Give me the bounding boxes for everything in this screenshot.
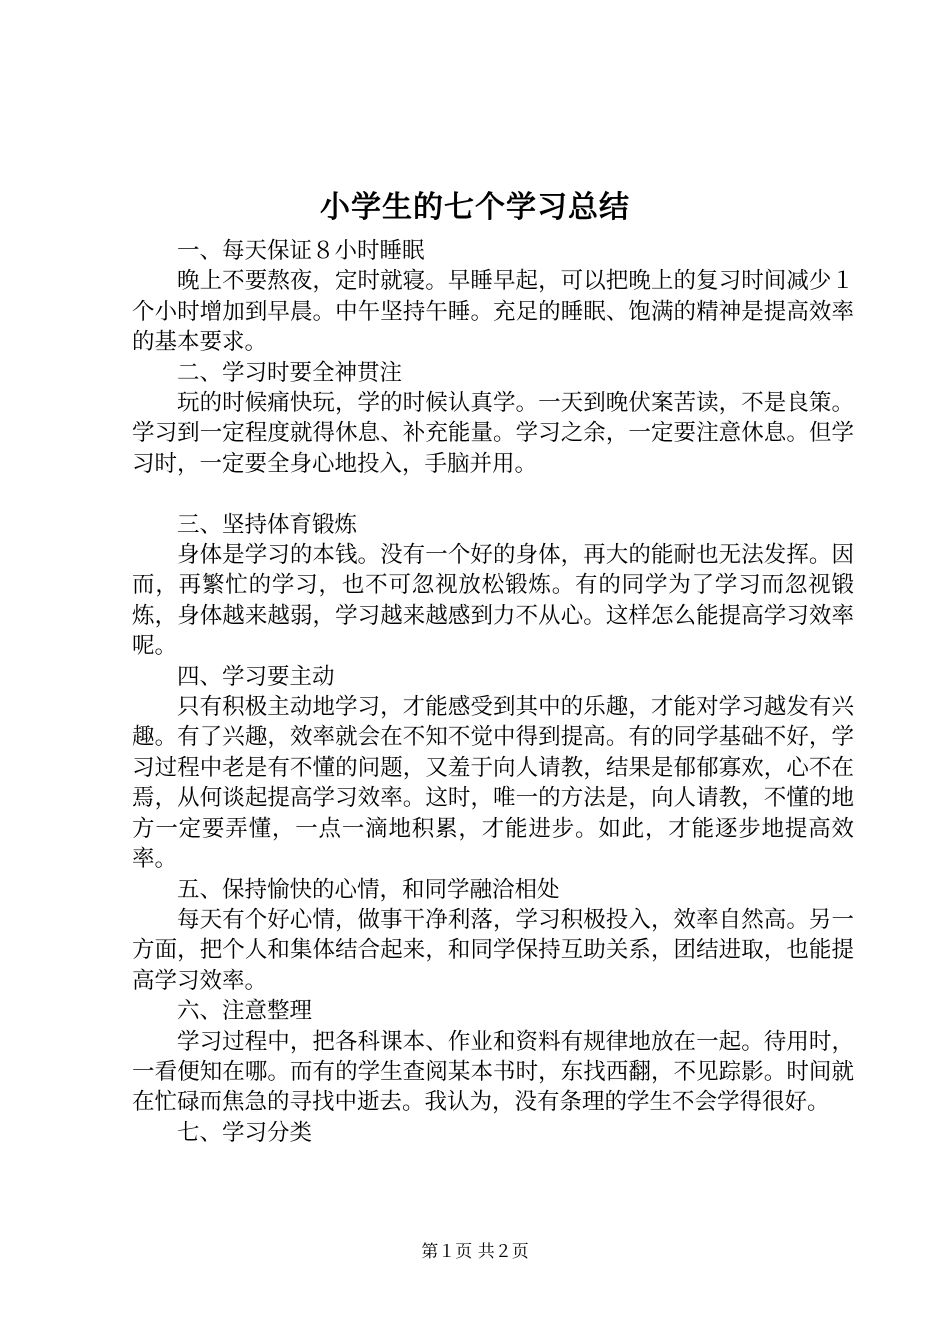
document-content — [132, 236, 854, 1148]
section-heading-4: 四、学习要主动 — [177, 663, 335, 690]
document-title: 小学生的七个学习总结 — [320, 190, 630, 225]
section-heading-1: 一、每天保证８小时睡眠 — [177, 238, 425, 264]
paragraph-spacer — [132, 479, 854, 509]
section-heading-3: 三、坚持体育锻炼 — [177, 511, 358, 538]
section-heading-5: 五、保持愉快的心情，和同学融洽相处 — [177, 876, 560, 903]
page-number: 第１页 共２页 — [421, 1242, 529, 1262]
section-body-6: 学习过程中，把各科课本、作业和资料有规律地放在一起。待用时，一看便知在哪。而有的学生查阅某本书时，东找西翻，不见踪影。时间就在忙碌而焦急的寻找中逝去。我认为，没有条理的学生不会学得很好。 — [132, 1028, 854, 1116]
section-body-1: 晚上不要熬夜，定时就寝。早睡早起，可以把晚上的复习时间减少１个小时增加到早晨。中午坚持午睡。充足的睡眠、饱满的精神是提高效率的基本要求。 — [132, 268, 854, 356]
section-heading-7: 七、学习分类 — [177, 1119, 313, 1146]
section-body-4: 只有积极主动地学习，才能感受到其中的乐趣，才能对学习越发有兴趣。有了兴趣，效率就会在不知不觉中得到提高。有的同学基础不好，学习过程中老是有不懂的问题，又羞于向人请教，结果是郁郁寡欢，心不在焉，从何谈起提高学习效率。这时，唯一的方法是，向人请教，不懂的地方一定要弄懂，一点一滴地积累，才能进步。如此，才能逐步地提高效率。 — [132, 694, 854, 873]
section-body-5: 每天有个好心情，做事干净利落，学习积极投入，效率自然高。另一方面，把个人和集体结合起来，和同学保持互助关系，团结进取，也能提高学习效率。 — [132, 906, 854, 994]
section-heading-6: 六、注意整理 — [177, 998, 313, 1025]
section-body-3: 身体是学习的本钱。没有一个好的身体，再大的能耐也无法发挥。因而，再繁忙的学习，也不可忽视放松锻炼。有的同学为了学习而忽视锻炼，身体越来越弱，学习越来越感到力不从心。这样怎么能提高学习效率呢。 — [132, 542, 854, 660]
section-body-2: 玩的时候痛快玩，学的时候认真学。一天到晚伏案苦读，不是良策。学习到一定程度就得休息、补充能量。学习之余，一定要注意休息。但学习时，一定要全身心地投入，手脑并用。 — [132, 390, 854, 477]
section-heading-2: 二、学习时要全神贯注 — [177, 359, 403, 386]
